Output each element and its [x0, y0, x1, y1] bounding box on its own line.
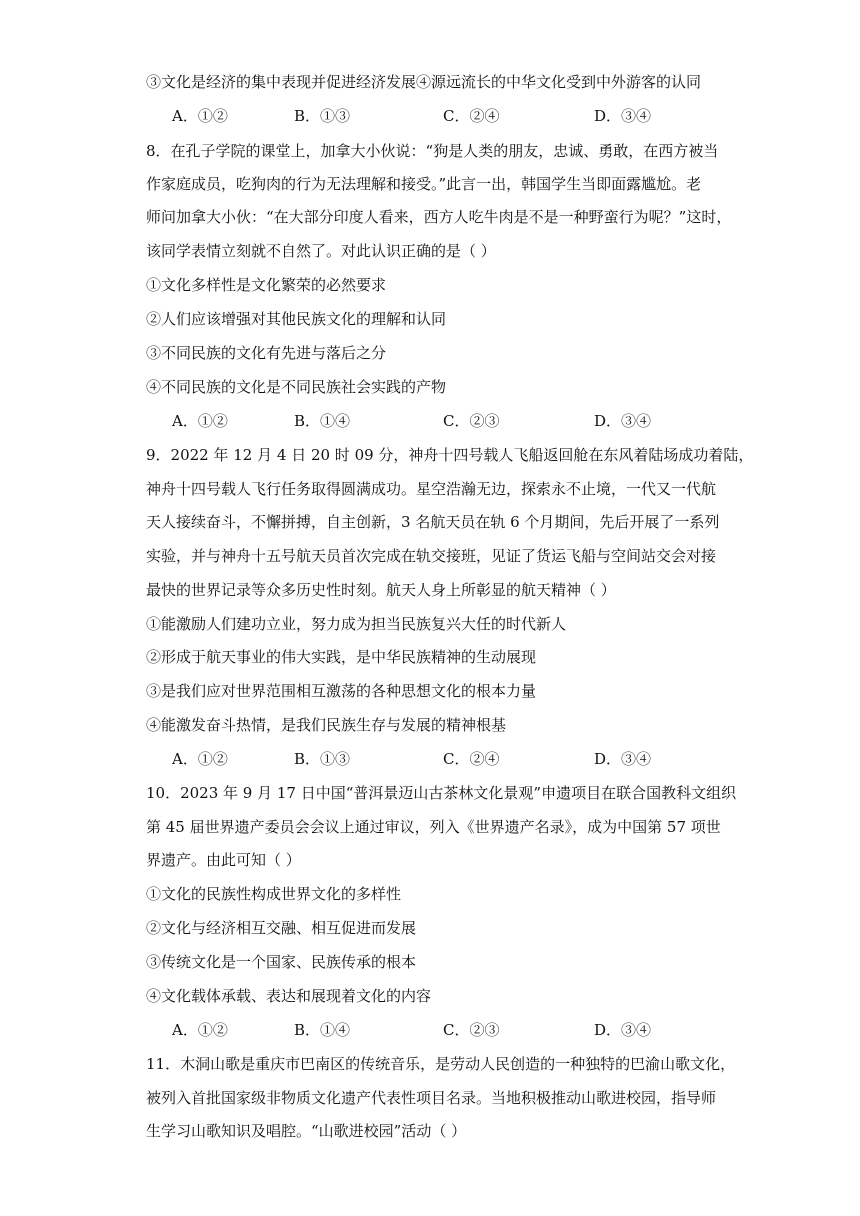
q10-choice: ④文化载体承载、表达和展现着文化的内容 — [146, 987, 432, 1005]
q9-option-c: C．②④ — [443, 750, 500, 768]
q10-stem-line: 界遗产。由此可知（ ） — [146, 851, 301, 869]
q9-option-a: A．①② — [172, 750, 228, 768]
q11-stem-line: 11．木洞山歌是重庆市巴南区的传统音乐，是劳动人民创造的一种独特的巴渝山歌文化， — [146, 1055, 736, 1073]
q10-choice: ③传统文化是一个国家、民族传承的根本 — [146, 953, 417, 971]
q9-option-d: D．③④ — [594, 750, 652, 768]
q9-stem-line: 实验，并与神舟十五号航天员首次完成在轨交接班，见证了货运飞船与空间站交会对接 — [146, 547, 717, 565]
q8-stem-line: 该同学表情立刻就不自然了。对此认识正确的是（ ） — [146, 242, 496, 260]
q9-stem-line: 最快的世界记录等众多历史性时刻。航天人身上所彰显的航天精神（ ） — [146, 581, 616, 599]
q8-choice: ①文化多样性是文化繁荣的必然要求 — [146, 276, 387, 294]
q8-stem-line: 作家庭成员，吃狗肉的行为无法理解和接受。”此言一出，韩国学生当即面露尴尬。老 — [146, 175, 702, 193]
q7-option-d: D．③④ — [594, 107, 652, 125]
q11-stem-line: 被列入首批国家级非物质文化遗产代表性项目名录。当地积极推动山歌进校园，指导师 — [146, 1089, 717, 1107]
q8-stem-line: 8．在孔子学院的课堂上，加拿大小伙说：“狗是人类的朋友，忠诚、勇敢，在西方被当 — [146, 142, 719, 160]
q9-choice: ③是我们应对世界范围相互激荡的各种思想文化的根本力量 — [146, 682, 537, 700]
q7-option-c: C．②④ — [443, 107, 500, 125]
q8-option-b: B．①④ — [294, 412, 351, 430]
q11-stem-line: 生学习山歌知识及唱腔。“山歌进校园”活动（ ） — [146, 1122, 467, 1140]
q8-option-d: D．③④ — [594, 412, 652, 430]
q10-stem-line: 第 45 届世界遗产委员会会议上通过审议，列入《世界遗产名录》，成为中国第 57 项世 — [146, 818, 721, 836]
q7-option-b: B．①③ — [294, 107, 351, 125]
q9-stem-line: 天人接续奋斗，不懈拼搏，自主创新，3 名航天员在轨 6 个月期间，先后开展了一系列 — [146, 513, 720, 531]
q8-option-a: A．①② — [172, 412, 228, 430]
q9-stem-line: 9．2022 年 12 月 4 日 20 时 09 分，神舟十四号载人飞船返回舱在东风着陆场成功着陆， — [146, 446, 754, 464]
q9-option-b: B．①③ — [294, 750, 351, 768]
q10-option-b: B．①④ — [294, 1021, 351, 1039]
q10-choice: ①文化的民族性构成世界文化的多样性 — [146, 885, 402, 903]
q8-choice: ④不同民族的文化是不同民族社会实践的产物 — [146, 378, 447, 396]
q8-option-c: C．②③ — [443, 412, 500, 430]
q10-option-c: C．②③ — [443, 1021, 500, 1039]
q7-option-a: A．①② — [172, 107, 228, 125]
q8-choice: ③不同民族的文化有先进与落后之分 — [146, 344, 387, 362]
q8-stem-line: 师问加拿大小伙：“在大部分印度人看来，西方人吃牛肉是不是一种野蛮行为呢？”这时， — [146, 208, 732, 226]
q10-choice: ②文化与经济相互交融、相互促进而发展 — [146, 919, 417, 937]
q10-options — [146, 1020, 726, 1040]
q10-option-d: D．③④ — [594, 1021, 652, 1039]
q8-choice: ②人们应该增强对其他民族文化的理解和认同 — [146, 310, 447, 328]
q9-stem-line: 神舟十四号载人飞行任务取得圆满成功。星空浩瀚无边，探索永不止境，一代又一代航 — [146, 480, 717, 498]
q7-options — [146, 106, 726, 126]
q10-option-a: A．①② — [172, 1021, 228, 1039]
q9-choice: ④能激发奋斗热情，是我们民族生存与发展的精神根基 — [146, 716, 507, 734]
q9-choice: ①能激励人们建功立业，努力成为担当民族复兴大任的时代新人 — [146, 615, 567, 633]
q9-choice: ②形成于航天事业的伟大实践，是中华民族精神的生动展现 — [146, 648, 537, 666]
q7-choice-line: ③文化是经济的集中表现并促进经济发展④源远流长的中华文化受到中外游客的认同 — [146, 73, 702, 91]
q9-options — [146, 749, 726, 769]
q8-options — [146, 411, 726, 431]
q10-stem-line: 10．2023 年 9 月 17 日中国“普洱景迈山古茶林文化景观”申遗项目在联合国教科文组织 — [146, 784, 737, 802]
